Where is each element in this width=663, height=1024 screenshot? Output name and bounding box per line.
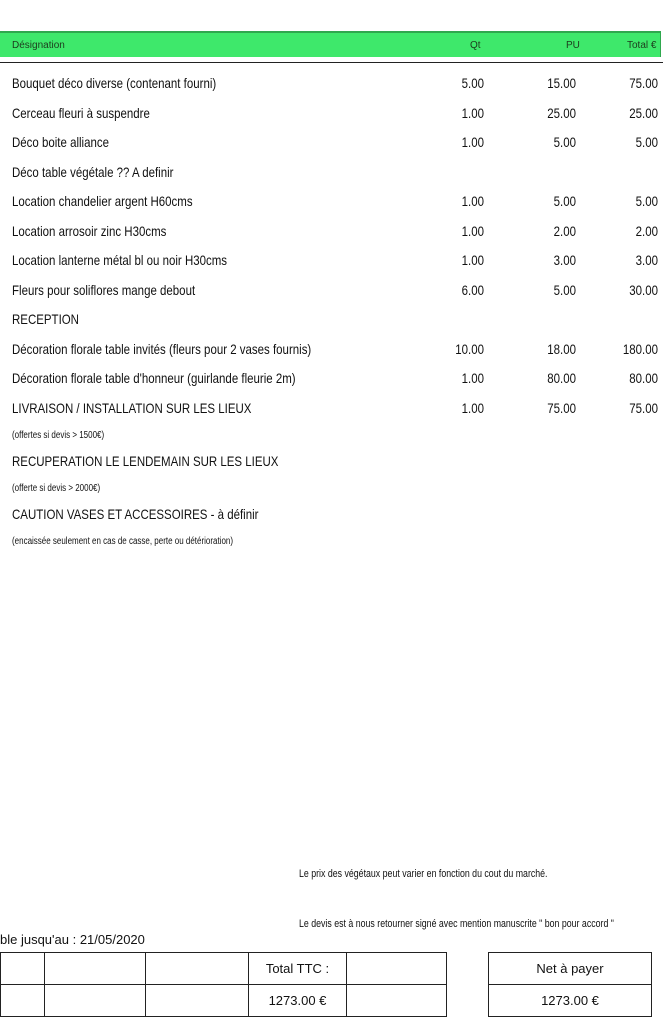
- line-total: 5.00: [635, 134, 658, 150]
- line-pu: 5.00: [553, 134, 576, 150]
- line-qt: 5.00: [461, 75, 484, 91]
- line-desc: LIVRAISON / INSTALLATION SUR LES LIEUX: [12, 400, 252, 416]
- line-item: [12, 311, 662, 333]
- line-desc: Bouquet déco diverse (contenant fourni): [12, 75, 217, 91]
- header-pu: PU: [566, 40, 580, 51]
- header-total: Total €: [627, 40, 657, 51]
- line-desc: CAUTION VASES ET ACCESSOIRES - à définir: [12, 506, 259, 522]
- net-label: Net à payer: [489, 953, 652, 985]
- line-desc: (offerte si devis > 2000€): [12, 483, 101, 494]
- line-pu: 5.00: [553, 193, 576, 209]
- line-qt: 6.00: [461, 282, 484, 298]
- total-ttc-label: Total TTC :: [249, 953, 347, 985]
- line-total: 25.00: [629, 105, 658, 121]
- line-qt: 1.00: [461, 223, 484, 239]
- line-desc: Déco table végétale ?? A definir: [12, 164, 174, 180]
- line-desc: Location chandelier argent H60cms: [12, 193, 193, 209]
- line-desc: Location arrosoir zinc H30cms: [12, 223, 167, 239]
- line-item: [12, 75, 662, 97]
- line-desc: Location lanterne métal bl ou noir H30cms: [12, 252, 228, 268]
- net-to-pay-table: [488, 952, 652, 1017]
- line-qt: 1.00: [461, 105, 484, 121]
- line-item: [12, 453, 662, 475]
- line-item: [12, 400, 662, 422]
- line-note: [12, 483, 662, 505]
- line-item: [12, 370, 662, 392]
- line-qt: 1.00: [461, 370, 484, 386]
- line-desc: (offertes si devis > 1500€): [12, 430, 105, 441]
- line-item: [12, 223, 662, 245]
- line-item: [12, 282, 662, 304]
- line-item: [12, 134, 662, 156]
- header-qt: Qt: [470, 40, 481, 51]
- line-pu: 80.00: [547, 370, 576, 386]
- line-item: [12, 164, 662, 186]
- line-pu: 25.00: [547, 105, 576, 121]
- line-pu: 2.00: [553, 223, 576, 239]
- line-desc: RECEPTION: [12, 311, 79, 327]
- line-item: [12, 105, 662, 127]
- line-item: [12, 506, 662, 528]
- line-total: 30.00: [629, 282, 658, 298]
- totals-table: [0, 952, 447, 1017]
- signature-note: Le devis est à nous retourner signé avec mention manuscrite " bon pour accord ": [299, 918, 614, 930]
- net-value: 1273.00 €: [489, 985, 652, 1017]
- line-desc: Décoration florale table d'honneur (guirlande fleurie 2m): [12, 370, 296, 386]
- line-total: 5.00: [635, 193, 658, 209]
- line-qt: 1.00: [461, 400, 484, 416]
- line-total: 75.00: [629, 75, 658, 91]
- line-desc: Décoration florale table invités (fleurs pour 2 vases fournis): [12, 341, 312, 357]
- line-pu: 18.00: [547, 341, 576, 357]
- line-pu: 15.00: [547, 75, 576, 91]
- line-qt: 1.00: [461, 193, 484, 209]
- line-desc: Cerceau fleuri à suspendre: [12, 105, 150, 121]
- header-designation: Désignation: [12, 40, 65, 51]
- total-ttc-value: 1273.00 €: [249, 985, 347, 1017]
- line-qt: 1.00: [461, 252, 484, 268]
- line-item: [12, 252, 662, 274]
- line-item: [12, 341, 662, 363]
- line-pu: 3.00: [553, 252, 576, 268]
- line-total: 80.00: [629, 370, 658, 386]
- line-note: [12, 430, 662, 452]
- price-note: Le prix des végétaux peut varier en fonction du cout du marché.: [299, 868, 548, 880]
- line-qt: 10.00: [455, 341, 484, 357]
- line-total: 2.00: [635, 223, 658, 239]
- line-pu: 5.00: [553, 282, 576, 298]
- line-total: 180.00: [622, 341, 658, 357]
- validity-date: ble jusqu'au : 21/05/2020: [0, 932, 145, 947]
- line-total: 3.00: [635, 252, 658, 268]
- line-desc: Fleurs pour soliflores mange debout: [12, 282, 196, 298]
- line-desc: (encaissée seulement en cas de casse, perte ou détérioration): [12, 536, 234, 547]
- line-desc: Déco boite alliance: [12, 134, 110, 150]
- line-total: 75.00: [629, 400, 658, 416]
- line-pu: 75.00: [547, 400, 576, 416]
- line-desc: RECUPERATION LE LENDEMAIN SUR LES LIEUX: [12, 453, 279, 469]
- line-item: [12, 193, 662, 215]
- line-qt: 1.00: [461, 134, 484, 150]
- line-note: [12, 536, 662, 558]
